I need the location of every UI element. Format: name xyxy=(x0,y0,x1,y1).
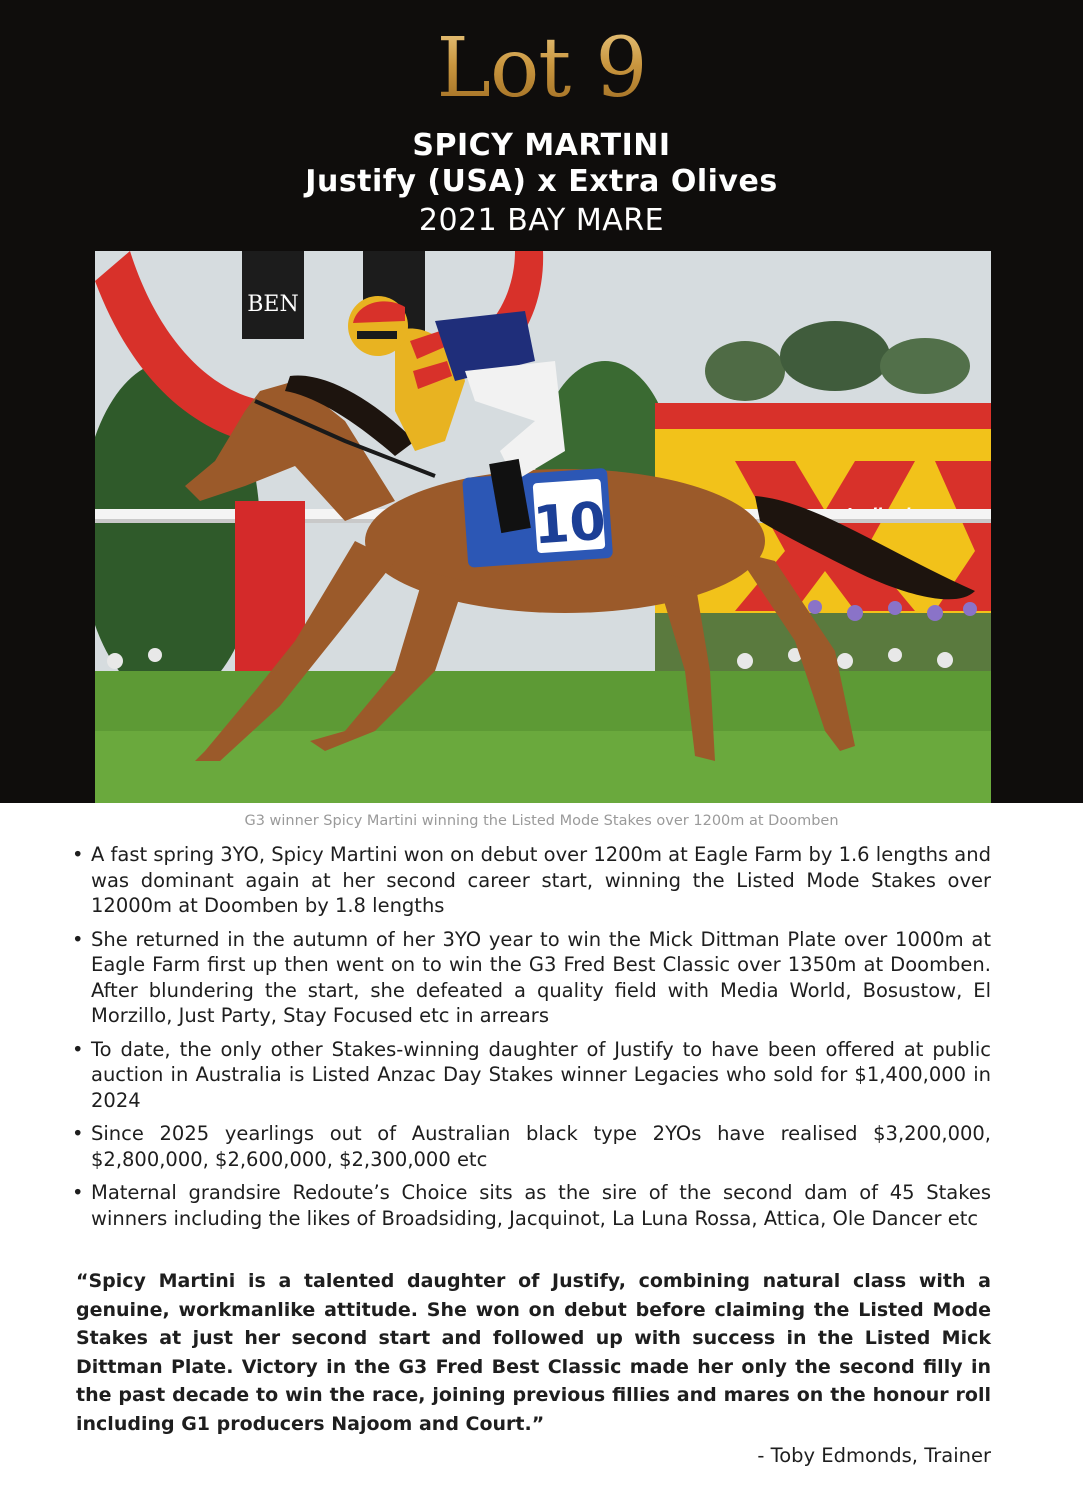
highlight-item: • She returned in the autumn of her 3YO year to win the Mick Dittman Plate over 1000m at Eagle Farm first up then went on to win the G3 Fred Best Classic over 1350m at Doomben. After blundering the start, she defeated a quality field with Media World, Bosustow, El Morzillo, Just Party, Stay Focused etc in arrears xyxy=(72,927,991,1029)
lot-number: Lot 9 xyxy=(0,28,1083,110)
highlight-item: • To date, the only other Stakes-winning daughter of Justify to have been offered at public auction in Australia is Listed Anzac Day Stakes winner Legacies who sold for $1,400,000 in 2024 xyxy=(72,1037,991,1114)
trainer-quote: “Spicy Martini is a talented daughter of Justify, combining natural class with a genuine, workmanlike attitude. She won on debut before claiming the Listed Mode Stakes at just her second start and followed up with success in the Listed Mick Dittman Plate. Victory in the G3 Fred Best Classic made her only the second filly in the past decade to win the race, joining previous fillies and mares on the honour roll including G1 producers Najoom and Court.” xyxy=(76,1270,991,1435)
highlight-item: • Maternal grandsire Redoute’s Choice sits as the sire of the second dam of 45 Stakes winners including the likes of Broadsiding, Jacquinot, La Luna Rossa, Attica, Ole Dancer etc xyxy=(72,1180,991,1231)
year-sex: 2021 BAY MARE xyxy=(418,203,665,238)
race-photo xyxy=(95,251,991,803)
highlights-list xyxy=(72,842,991,1239)
quote-attribution: - Toby Edmonds, Trainer xyxy=(757,1444,991,1467)
pedigree: Justify (USA) x Extra Olives xyxy=(305,164,778,199)
saddlecloth-number: 10 xyxy=(531,491,608,557)
banner-text-left: BEN xyxy=(247,292,299,317)
highlight-item: • Since 2025 yearlings out of Australian black type 2YOs have realised $3,200,000, $2,800,000, $2,600,000, $2,300,000 etc xyxy=(72,1121,991,1172)
horse-name: SPICY MARTINI xyxy=(412,128,671,163)
highlight-item: • A fast spring 3YO, Spicy Martini won on debut over 1200m at Eagle Farm by 1.6 lengths and was dominant again at her second career start, winning the Listed Mode Stakes over 12000m at Doomben by 1.8 lengths xyxy=(72,842,991,919)
photo-caption: G3 winner Spicy Martini winning the Listed Mode Stakes over 1200m at Doomben xyxy=(244,813,839,829)
